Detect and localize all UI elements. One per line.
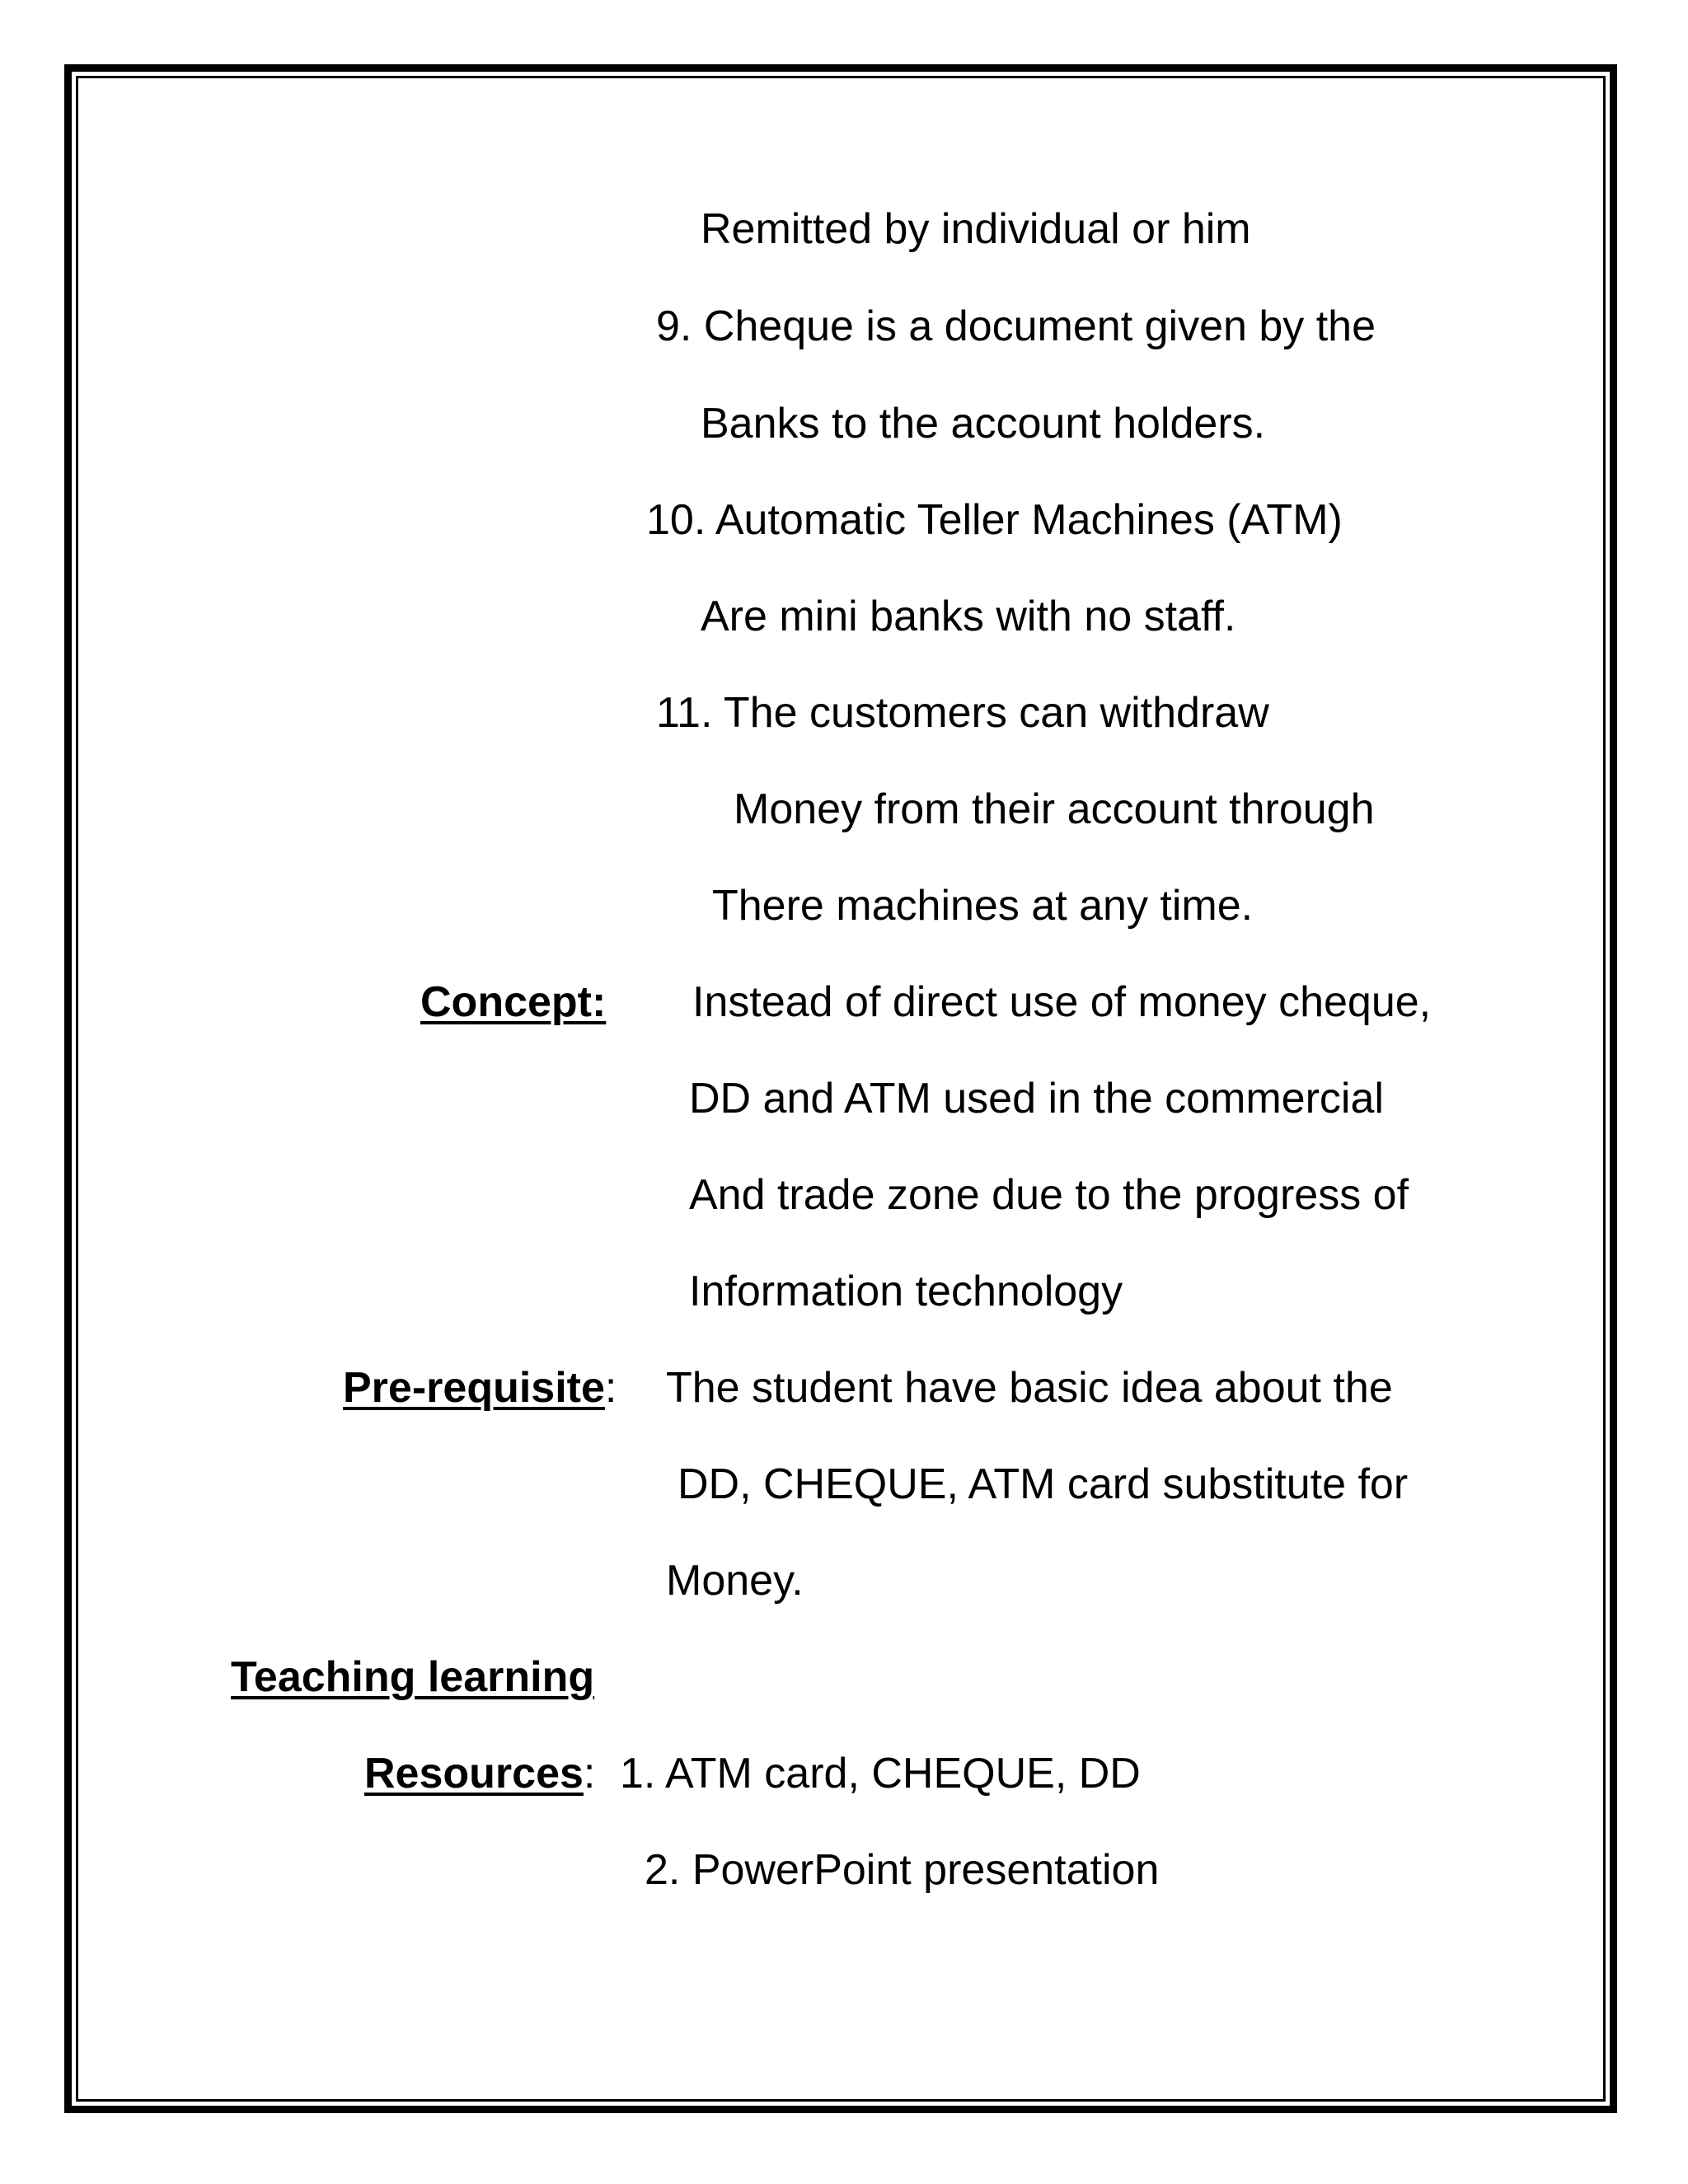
concept-text-line: And trade zone due to the progress of [689, 1171, 1409, 1219]
concept-text-line: Instead of direct use of money cheque, [692, 978, 1432, 1026]
concept-text-line: Information technology [689, 1268, 1123, 1315]
concept-label-text: Concept: [420, 978, 607, 1026]
teaching-learning-heading-text: Teaching learning [231, 1653, 595, 1701]
prerequisite-label-text: Pre-requisite [343, 1364, 605, 1412]
text-line: Banks to the account holders. [701, 400, 1266, 448]
resource-item: 1. ATM card, CHEQUE, DD [620, 1750, 1141, 1797]
text-line: 10. Automatic Teller Machines (ATM) [646, 496, 1343, 544]
text-line: 11. The customers can withdraw [656, 689, 1269, 737]
text-line: There machines at any time. [712, 882, 1254, 930]
resources-label [364, 1749, 595, 1798]
prerequisite-label [343, 1363, 617, 1413]
prerequisite-text-line: The student have basic idea about the [666, 1364, 1393, 1412]
text-line: 9. Cheque is a document given by the [656, 302, 1376, 350]
concept-text-line: DD and ATM used in the commercial [689, 1075, 1384, 1122]
text-line: Money from their account through [734, 785, 1375, 833]
teaching-learning-heading [231, 1652, 594, 1702]
resources-label-text: Resources [364, 1750, 584, 1797]
resource-item: 2. PowerPoint presentation [645, 1846, 1160, 1894]
resources-colon: : [583, 1750, 596, 1797]
text-line: Remitted by individual or him [701, 205, 1251, 253]
prerequisite-colon: : [604, 1364, 617, 1412]
concept-label [420, 977, 606, 1027]
prerequisite-text-line: Money. [666, 1557, 804, 1605]
text-line: Are mini banks with no staff. [701, 593, 1236, 640]
prerequisite-text-line: DD, CHEQUE, ATM card substitute for [678, 1460, 1409, 1508]
